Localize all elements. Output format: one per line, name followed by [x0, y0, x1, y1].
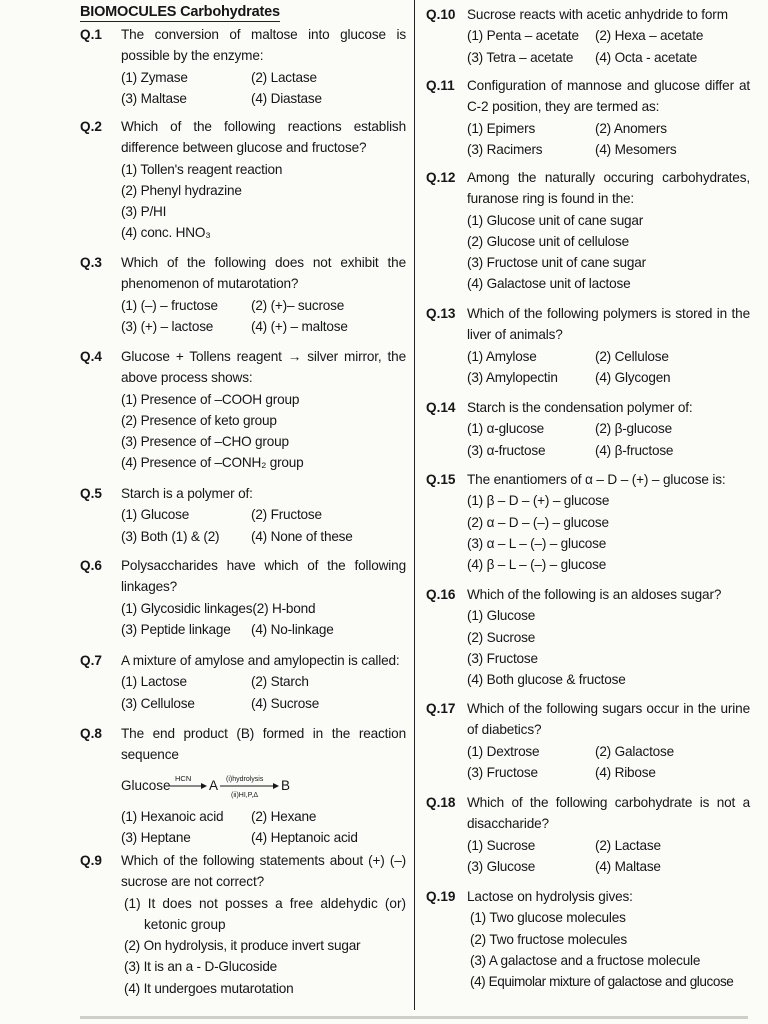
option-3[interactable]: (3) Cellulose: [121, 695, 195, 711]
question-text: A mixture of amylose and amylopectin is called:: [121, 653, 400, 668]
option-3[interactable]: (3) Both (1) & (2): [121, 528, 220, 544]
option-1[interactable]: (1) Glucose unit of cane sugar: [467, 212, 644, 228]
option-3[interactable]: (3) P/HI: [121, 204, 167, 220]
option-2[interactable]: (2) Glucose unit of cellulose: [467, 233, 629, 249]
question-number: Q.6: [80, 558, 102, 573]
option-4[interactable]: (4) conc. HNO₃: [121, 225, 211, 241]
option-1[interactable]: (1) Penta – acetate: [467, 28, 579, 44]
option-1[interactable]: (1) Lactose: [121, 674, 187, 690]
option-2[interactable]: (2) Phenyl hydrazine: [121, 182, 242, 198]
option-1-2[interactable]: (1) Glycosidic linkages(2) H-bond: [121, 600, 316, 616]
question-number: Q.19: [426, 889, 456, 904]
question-text: The conversion of maltose into glucose is possible by the enzyme:: [121, 27, 406, 64]
option-1[interactable]: (1) α-glucose: [467, 421, 545, 437]
option-1[interactable]: (1) Amylose: [467, 348, 537, 364]
question-text: Which of the following carbohydrate is not a disaccharide?: [467, 795, 750, 832]
option-4[interactable]: (4) Maltase: [595, 858, 661, 874]
option-1[interactable]: (1) Zymase: [121, 69, 188, 85]
question-17: [426, 698, 750, 783]
option-1[interactable]: (1) Two glucose molecules: [470, 910, 626, 926]
question-16: [426, 584, 750, 690]
option-3[interactable]: (3) Heptane: [121, 829, 191, 845]
option-4[interactable]: (4) β – L – (–) – glucose: [467, 557, 607, 573]
option-4[interactable]: (4) Presence of –CONH₂ group: [121, 455, 304, 471]
question-12: [426, 167, 750, 295]
question-text: The enantiomers of α – D – (+) – glucose is:: [467, 472, 726, 487]
question-text: The end product (B) formed in the reaction sequence: [121, 726, 406, 763]
option-3[interactable]: (3) Fructose unit of cane sugar: [467, 255, 646, 271]
option-2[interactable]: (2) Fructose: [251, 507, 322, 523]
question-6: [80, 555, 406, 640]
option-3[interactable]: (3) A galactose and a fructose molecule: [470, 952, 701, 968]
option-4[interactable]: (4) Galactose unit of lactose: [467, 276, 631, 292]
question-text: Polysaccharides have which of the following linkages?: [121, 558, 406, 595]
option-2[interactable]: (2) Lactase: [251, 69, 317, 85]
option-2[interactable]: (2) Starch: [251, 674, 309, 690]
option-4[interactable]: (4) (+) – maltose: [251, 318, 348, 334]
option-4[interactable]: (4) Diastase: [251, 90, 322, 106]
option-4[interactable]: (4) Sucrose: [251, 695, 320, 711]
option-1[interactable]: (1) Presence of –COOH group: [121, 391, 300, 407]
option-2[interactable]: (2) α – D – (–) – glucose: [467, 514, 609, 530]
option-4[interactable]: (4) Equimolar mixture of galactose and glucose: [470, 974, 734, 990]
option-2[interactable]: (2) Hexane: [251, 808, 317, 824]
option-2[interactable]: (2) Galactose: [595, 743, 674, 759]
question-text: Among the naturally occuring carbohydrates, furanose ring is found in the:: [467, 170, 750, 207]
question-text: Lactose on hydrolysis gives:: [467, 889, 633, 904]
option-2[interactable]: (2) (+)– sucrose: [251, 297, 345, 313]
option-4[interactable]: (4) Both glucose & fructose: [467, 672, 626, 688]
reaction-scheme: [121, 766, 406, 804]
reaction-reagent-1: HCN: [175, 773, 192, 783]
option-4[interactable]: (4) Mesomers: [595, 141, 677, 157]
option-3[interactable]: (3) Fructose: [467, 764, 538, 780]
option-3[interactable]: (3) Racimers: [467, 141, 543, 157]
question-number: Q.17: [426, 701, 456, 716]
question-11: [426, 75, 750, 160]
question-2: [80, 116, 406, 244]
reaction-end: B: [281, 777, 291, 793]
option-2[interactable]: (2) Sucrose: [467, 629, 536, 645]
question-number: Q.4: [80, 349, 102, 364]
option-4[interactable]: (4) β-fructose: [595, 442, 674, 458]
question-text: Which of the following is an aldoses sugar?: [467, 587, 722, 602]
reaction-intermediate: A: [209, 777, 219, 793]
question-number: Q.14: [426, 400, 456, 415]
option-2[interactable]: (2) Presence of keto group: [121, 412, 277, 428]
option-3[interactable]: (3) α – L – (–) – glucose: [467, 535, 607, 551]
option-3[interactable]: (3) Peptide linkage: [121, 621, 231, 637]
option-1[interactable]: (1) Sucrose: [467, 837, 536, 853]
page-heading: BIOMOCULES Carbohydrates: [80, 4, 280, 20]
option-2[interactable]: (2) Hexa – acetate: [595, 28, 704, 44]
question-number: Q.9: [80, 853, 102, 868]
option-3[interactable]: (3) Maltase: [121, 90, 187, 106]
option-1[interactable]: (1) Glucose: [467, 608, 536, 624]
question-4: [80, 346, 406, 474]
option-3[interactable]: (3) It is an a - D-Glucoside: [124, 959, 278, 975]
reaction-reagent-2-top: (i)hydrolysis: [226, 775, 264, 783]
question-3: [80, 252, 406, 337]
option-3[interactable]: (3) Fructose: [467, 650, 538, 666]
question-number: Q.5: [80, 486, 102, 501]
question-text: Starch is a polymer of:: [121, 486, 253, 501]
option-4[interactable]: (4) Ribose: [595, 764, 656, 780]
option-1[interactable]: (1) Glucose: [121, 507, 190, 523]
option-2[interactable]: (2) Cellulose: [595, 348, 669, 364]
question-number: Q.13: [426, 306, 456, 321]
option-2[interactable]: (2) Two fructose molecules: [470, 931, 627, 947]
option-3[interactable]: (3) Glucose: [467, 858, 536, 874]
right-column: [426, 0, 750, 1024]
option-4[interactable]: (4) Heptanoic acid: [251, 829, 358, 845]
option-3[interactable]: (3) Presence of –CHO group: [121, 434, 289, 450]
question-number: Q.3: [80, 255, 102, 270]
question-number: Q.18: [426, 795, 456, 810]
option-4[interactable]: (4) Glycogen: [595, 369, 671, 385]
option-2[interactable]: (2) On hydrolysis, it produce invert sugar: [124, 938, 361, 954]
question-text: Configuration of mannose and glucose differ at C-2 position, they are termed as:: [467, 78, 750, 115]
option-1[interactable]: (1) Hexanoic acid: [121, 808, 224, 824]
question-text: Starch is the condensation polymer of:: [467, 400, 693, 415]
option-4[interactable]: (4) None of these: [251, 528, 353, 544]
left-column: [80, 0, 406, 1024]
question-number: Q.16: [426, 587, 456, 602]
question-10: [426, 4, 750, 68]
question-text: Which of the following sugars occur in the urine of diabetics?: [467, 701, 750, 738]
question-text: Which of the following statements about (+) (–) sucrose are not correct?: [121, 853, 406, 890]
option-3[interactable]: (3) (+) – lactose: [121, 318, 214, 334]
question-text: Which of the following reactions establish difference between glucose and fructose?: [121, 119, 406, 156]
option-1[interactable]: (1) Tollen's reagent reaction: [121, 161, 283, 177]
question-number: Q.8: [80, 726, 102, 741]
question-14: [426, 397, 750, 461]
question-number: Q.11: [426, 78, 455, 93]
question-8: [80, 723, 406, 848]
option-1[interactable]: (1) β – D – (+) – glucose: [467, 493, 610, 509]
option-1[interactable]: (1) Epimers: [467, 120, 536, 136]
question-number: Q.2: [80, 119, 102, 134]
reaction-arrows: [121, 766, 321, 804]
option-2[interactable]: (2) Anomers: [595, 120, 667, 136]
question-5: [80, 483, 406, 547]
option-2[interactable]: (2) β-glucose: [595, 421, 672, 437]
question-18: [426, 792, 750, 877]
option-3[interactable]: (3) Amylopectin: [467, 369, 558, 385]
option-3[interactable]: (3) α-fructose: [467, 442, 546, 458]
question-text: Sucrose reacts with acetic anhydride to form: [467, 7, 728, 22]
question-7: [80, 650, 406, 714]
question-9: [80, 850, 406, 999]
option-4[interactable]: (4) Octa - acetate: [595, 49, 698, 65]
question-15: [426, 469, 750, 575]
option-1[interactable]: (1) (–) – fructose: [121, 297, 218, 313]
question-1: [80, 24, 406, 109]
option-4[interactable]: (4) It undergoes mutarotation: [124, 980, 294, 996]
question-number: Q.10: [426, 7, 456, 22]
question-13: [426, 303, 750, 388]
question-number: Q.12: [426, 170, 456, 185]
reaction-start: Glucose: [121, 777, 171, 793]
column-divider: [414, 0, 415, 1010]
question-text: Glucose + Tollens reagent → silver mirror, the above process shows:: [121, 349, 406, 386]
option-1[interactable]: (1) Dextrose: [467, 743, 540, 759]
option-4[interactable]: (4) No-linkage: [251, 621, 334, 637]
option-2[interactable]: (2) Lactase: [595, 837, 661, 853]
option-1[interactable]: (1) It does not posses a free aldehydic (or) ketonic group: [124, 895, 406, 932]
question-number: Q.7: [80, 653, 102, 668]
reaction-reagent-2-bottom: (ii)HI,P,Δ: [231, 791, 259, 799]
question-text: Which of the following does not exhibit the phenomenon of mutarotation?: [121, 255, 406, 292]
question-19: [426, 886, 750, 992]
page-bottom-edge: [80, 1016, 748, 1019]
option-3[interactable]: (3) Tetra – acetate: [467, 49, 574, 65]
question-number: Q.15: [426, 472, 456, 487]
question-text: Which of the following polymers is stored in the liver of animals?: [467, 306, 750, 343]
question-number: Q.1: [80, 27, 102, 42]
